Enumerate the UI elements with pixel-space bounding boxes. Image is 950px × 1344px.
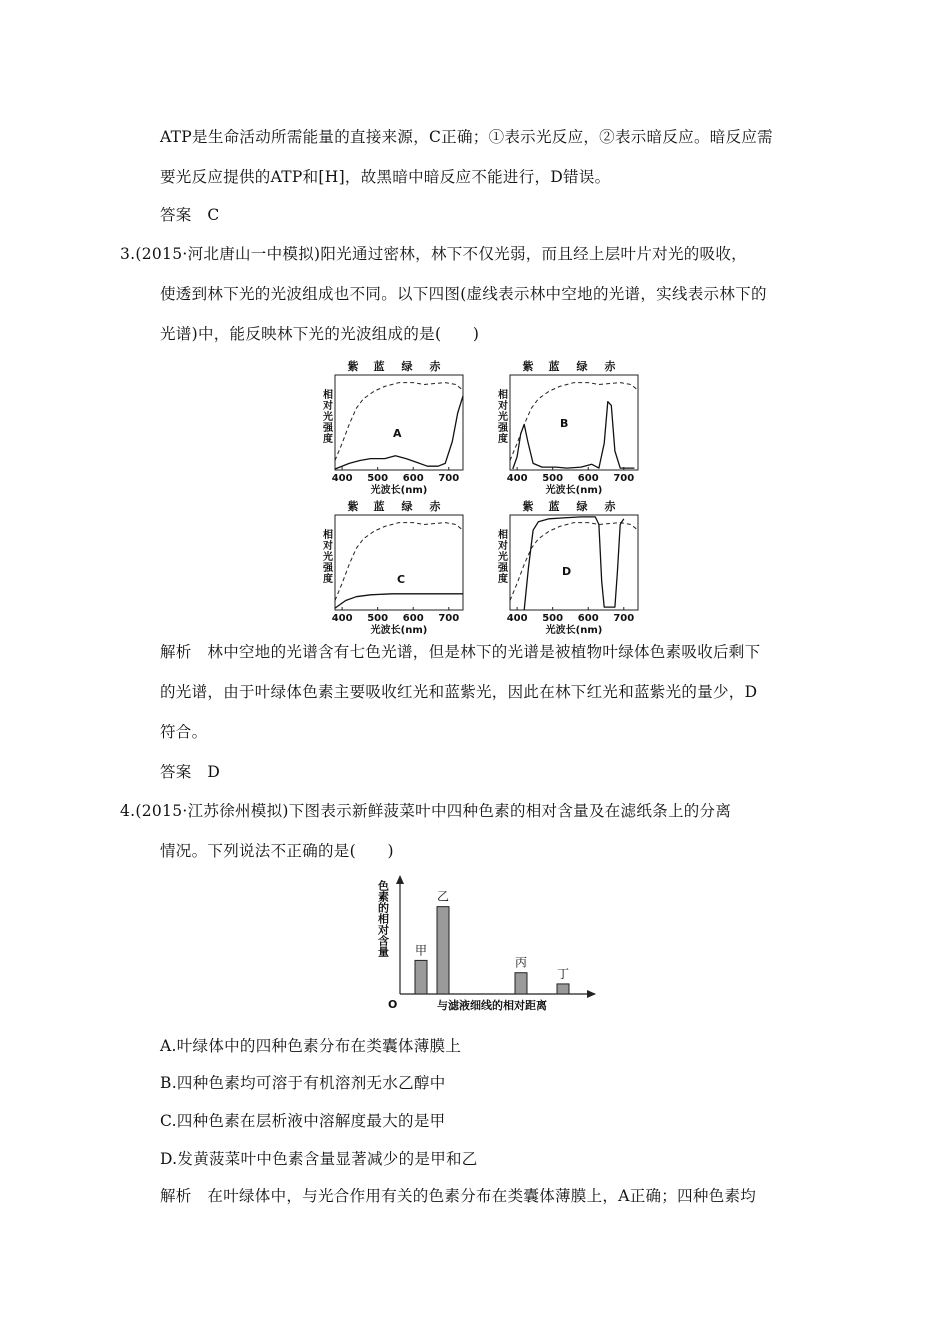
tick-label-2: 600 xyxy=(402,613,424,624)
bar-乙 xyxy=(437,907,449,994)
open-area-spectrum xyxy=(335,383,463,461)
color-label-1: 蓝 xyxy=(373,360,385,373)
tick-label-0: 400 xyxy=(506,473,528,484)
y-axis-label: 相对光强度 xyxy=(495,529,507,584)
answer-prev: 答案 C xyxy=(160,206,220,224)
color-label-1: 蓝 xyxy=(373,500,385,513)
question-3-line-3: 光谱)中，能反映林下光的光波组成的是( ) xyxy=(160,325,480,343)
bar-label-乙: 乙 xyxy=(436,889,450,904)
tick-label-3: 700 xyxy=(438,613,460,624)
bar-丙 xyxy=(515,973,527,994)
tick-label-1: 500 xyxy=(542,473,564,484)
spectra-figure xyxy=(310,360,670,640)
x-axis-label: 光波长(nm) xyxy=(545,625,603,636)
tick-label-0: 400 xyxy=(506,613,528,624)
spectrum-panel-B xyxy=(496,360,639,496)
tick-label-3: 700 xyxy=(438,473,460,484)
color-label-2: 绿 xyxy=(576,360,588,373)
question-3-line-1: 3.(2015·河北唐山一中模拟)阳光通过密林，林下不仅光弱，而且经上层叶片对光的吸收， xyxy=(120,245,747,263)
forest-spectrum xyxy=(524,517,624,610)
tick-label-1: 500 xyxy=(367,473,389,484)
answer-3: 答案 D xyxy=(160,763,221,781)
color-label-0: 紫 xyxy=(347,500,359,513)
explanation-3-line-1: 解析 林中空地的光谱含有七色光谱，但是林下的光谱是被植物叶绿体色素吸收后剩下 xyxy=(160,643,761,661)
explanation-3-line-2: 的光谱，由于叶绿体色素主要吸收红光和蓝紫光，因此在林下红光和蓝紫光的量少，D xyxy=(160,683,758,701)
pigment-bar-chart xyxy=(365,872,605,1022)
y-axis-label: 色素的相对含量 xyxy=(376,880,390,957)
bar-label-丁: 丁 xyxy=(556,966,570,981)
color-label-2: 绿 xyxy=(401,500,413,513)
forest-spectrum xyxy=(335,594,463,608)
color-label-3: 赤 xyxy=(604,500,616,513)
tick-label-2: 600 xyxy=(402,473,424,484)
option-b: B.四种色素均可溶于有机溶剂无水乙醇中 xyxy=(160,1074,446,1092)
tick-label-1: 500 xyxy=(542,613,564,624)
y-axis-label: 相对光强度 xyxy=(495,389,507,444)
option-c: C.四种色素在层析液中溶解度最大的是甲 xyxy=(160,1112,446,1130)
tick-label-1: 500 xyxy=(367,613,389,624)
color-label-1: 蓝 xyxy=(548,360,560,373)
open-area-spectrum xyxy=(335,523,463,601)
tick-label-0: 400 xyxy=(331,613,353,624)
panel-frame xyxy=(335,515,463,610)
explanation-4-line-1: 解析 在叶绿体中，与光合作用有关的色素分布在类囊体薄膜上，A正确；四种色素均 xyxy=(160,1187,757,1205)
explanation-3-line-3: 符合。 xyxy=(160,723,208,741)
tick-label-3: 700 xyxy=(613,613,635,624)
color-label-0: 紫 xyxy=(347,360,359,373)
y-axis-label: 相对光强度 xyxy=(320,389,332,444)
question-4-line-2: 情况。下列说法不正确的是( ) xyxy=(160,842,394,860)
origin-label: O xyxy=(388,998,398,1011)
x-axis-label: 光波长(nm) xyxy=(370,625,428,636)
bar-label-丙: 丙 xyxy=(514,955,528,970)
spectrum-panel-D xyxy=(496,499,639,636)
x-axis-label: 与滤液细线的相对距离 xyxy=(437,999,547,1012)
color-label-0: 紫 xyxy=(522,500,534,513)
text-line-2: 要光反应提供的ATP和[H]，故黑暗中暗反应不能进行，D错误。 xyxy=(160,168,611,186)
question-4-line-1: 4.(2015·江苏徐州模拟)下图表示新鲜菠菜叶中四种色素的相对含量及在滤纸条上的分离 xyxy=(120,802,732,820)
panel-letter-B: B xyxy=(560,417,569,430)
panel-letter-D: D xyxy=(562,565,572,578)
bar-label-甲: 甲 xyxy=(414,943,428,958)
text-line-1: ATP是生命活动所需能量的直接来源，C正确；①表示光反应，②表示暗反应。暗反应需 xyxy=(160,128,773,146)
color-label-3: 赤 xyxy=(429,500,441,513)
x-axis-label: 光波长(nm) xyxy=(545,485,603,496)
x-axis-label: 光波长(nm) xyxy=(370,485,428,496)
color-label-3: 赤 xyxy=(429,360,441,373)
tick-label-2: 600 xyxy=(577,473,599,484)
bar-甲 xyxy=(415,960,427,994)
tick-label-3: 700 xyxy=(613,473,635,484)
color-label-3: 赤 xyxy=(604,360,616,373)
tick-label-0: 400 xyxy=(331,473,353,484)
y-axis-label: 相对光强度 xyxy=(320,529,332,584)
panel-frame xyxy=(510,375,638,470)
forest-spectrum xyxy=(513,402,635,469)
spectrum-panel-A xyxy=(321,360,464,496)
color-label-1: 蓝 xyxy=(548,500,560,513)
color-label-2: 绿 xyxy=(576,500,588,513)
panel-letter-C: C xyxy=(397,573,406,586)
panel-letter-A: A xyxy=(393,427,402,440)
tick-label-2: 600 xyxy=(577,613,599,624)
panel-frame xyxy=(335,375,463,470)
option-d: D.发黄菠菜叶中色素含量显著减少的是甲和乙 xyxy=(160,1150,478,1168)
question-3-line-2: 使透到林下光的光波组成也不同。以下四图(虚线表示林中空地的光谱，实线表示林下的 xyxy=(160,285,767,303)
color-label-0: 紫 xyxy=(522,360,534,373)
spectrum-panel-C xyxy=(321,499,464,636)
option-a: A.叶绿体中的四种色素分布在类囊体薄膜上 xyxy=(160,1037,462,1055)
y-axis-arrow xyxy=(396,875,404,884)
color-label-2: 绿 xyxy=(401,360,413,373)
bar-丁 xyxy=(557,984,569,994)
x-axis-arrow xyxy=(587,990,596,998)
